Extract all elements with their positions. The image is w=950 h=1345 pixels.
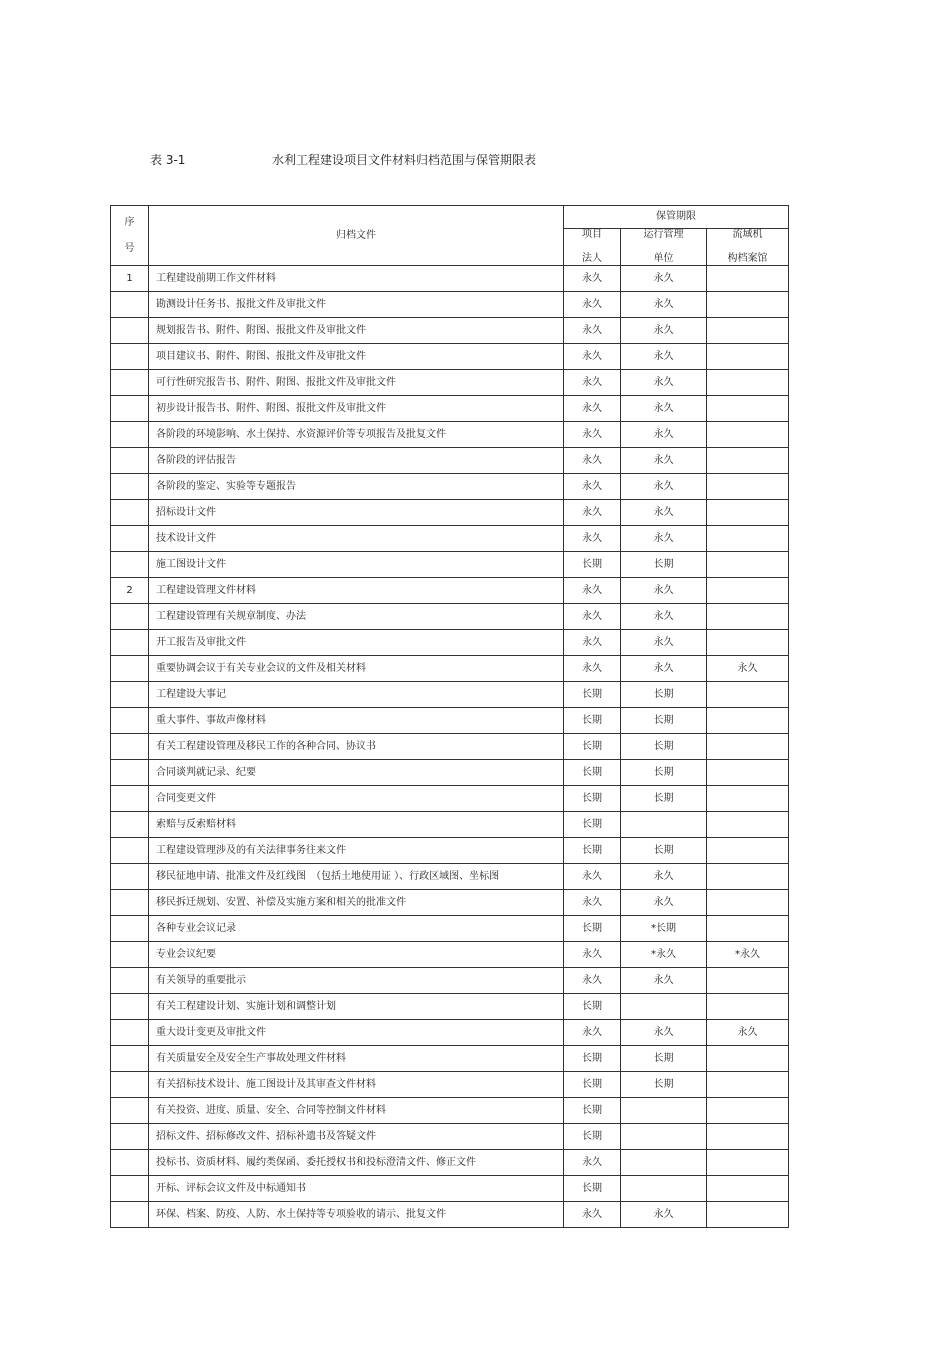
table-row — [111, 474, 789, 500]
operator-cell: 永久 — [621, 422, 707, 448]
project-owner-cell: 永久 — [564, 890, 621, 916]
seq-cell — [111, 604, 149, 630]
archive-cell — [707, 266, 789, 292]
header-col-operator: 运行管理 单位 — [621, 229, 707, 266]
archive-cell — [707, 838, 789, 864]
doc-cell: 招标文件、招标修改文件、招标补遗书及答疑文件 — [149, 1124, 564, 1150]
project-owner-cell: 永久 — [564, 500, 621, 526]
doc-cell: 勘测设计任务书、报批文件及审批文件 — [149, 292, 564, 318]
operator-cell: 长期 — [621, 682, 707, 708]
archive-cell — [707, 864, 789, 890]
archive-cell — [707, 422, 789, 448]
archive-cell — [707, 292, 789, 318]
doc-cell: 工程建设管理文件材料 — [149, 578, 564, 604]
seq-cell — [111, 682, 149, 708]
archive-cell — [707, 708, 789, 734]
project-owner-cell: 永久 — [564, 1150, 621, 1176]
operator-cell: 长期 — [621, 708, 707, 734]
archive-cell — [707, 552, 789, 578]
project-owner-cell: 长期 — [564, 812, 621, 838]
operator-cell — [621, 1150, 707, 1176]
doc-cell: 投标书、资质材料、履约类保函、委托授权书和投标澄清文件、修正文件 — [149, 1150, 564, 1176]
operator-cell: 永久 — [621, 968, 707, 994]
archive-cell — [707, 994, 789, 1020]
table-row — [111, 1020, 789, 1046]
archive-cell — [707, 370, 789, 396]
archive-cell — [707, 318, 789, 344]
operator-cell: 永久 — [621, 604, 707, 630]
archive-cell: *永久 — [707, 942, 789, 968]
operator-cell — [621, 1098, 707, 1124]
project-owner-cell: 长期 — [564, 682, 621, 708]
seq-cell — [111, 890, 149, 916]
archive-cell — [707, 734, 789, 760]
table-row — [111, 708, 789, 734]
seq-cell — [111, 1150, 149, 1176]
doc-cell: 环保、档案、防疫、人防、水土保持等专项验收的请示、批复文件 — [149, 1202, 564, 1228]
project-owner-cell: 长期 — [564, 786, 621, 812]
archive-cell — [707, 526, 789, 552]
table-row — [111, 656, 789, 682]
doc-cell: 各阶段的评估报告 — [149, 448, 564, 474]
table-row — [111, 1176, 789, 1202]
seq-cell — [111, 318, 149, 344]
table-row — [111, 500, 789, 526]
table-row — [111, 1202, 789, 1228]
table-row — [111, 864, 789, 890]
operator-cell: 永久 — [621, 578, 707, 604]
table-row — [111, 318, 789, 344]
archive-cell — [707, 1150, 789, 1176]
archive-cell — [707, 1046, 789, 1072]
operator-cell: 永久 — [621, 292, 707, 318]
archive-cell: 永久 — [707, 1020, 789, 1046]
doc-cell: 工程建设前期工作文件材料 — [149, 266, 564, 292]
seq-cell — [111, 1124, 149, 1150]
doc-cell: 专业会议纪要 — [149, 942, 564, 968]
project-owner-cell: 长期 — [564, 1098, 621, 1124]
doc-cell: 工程建设大事记 — [149, 682, 564, 708]
doc-cell: 规划报告书、附件、附图、报批文件及审批文件 — [149, 318, 564, 344]
project-owner-cell: 长期 — [564, 1176, 621, 1202]
seq-cell — [111, 1202, 149, 1228]
table-row — [111, 838, 789, 864]
doc-cell: 有关工程建设计划、实施计划和调整计划 — [149, 994, 564, 1020]
table-row — [111, 552, 789, 578]
table-row — [111, 1046, 789, 1072]
table-row — [111, 760, 789, 786]
doc-cell: 各阶段的环境影响、水土保持、水资源评价等专项报告及批复文件 — [149, 422, 564, 448]
table-row — [111, 526, 789, 552]
doc-cell: 各阶段的鉴定、实验等专题报告 — [149, 474, 564, 500]
header-retention-group: 保管期限 — [564, 206, 789, 229]
header-col-archive: 流域机 构档案馆 — [707, 229, 789, 266]
retention-table — [110, 205, 789, 1228]
header-doc: 归档文件 — [149, 206, 564, 266]
operator-cell — [621, 994, 707, 1020]
operator-cell: 长期 — [621, 760, 707, 786]
project-owner-cell: 永久 — [564, 864, 621, 890]
project-owner-cell: 永久 — [564, 318, 621, 344]
project-owner-cell: 长期 — [564, 994, 621, 1020]
operator-cell: 永久 — [621, 1020, 707, 1046]
project-owner-cell: 长期 — [564, 1072, 621, 1098]
archive-cell — [707, 344, 789, 370]
seq-cell — [111, 916, 149, 942]
archive-cell — [707, 682, 789, 708]
seq-cell — [111, 942, 149, 968]
archive-cell — [707, 630, 789, 656]
project-owner-cell: 永久 — [564, 422, 621, 448]
seq-cell — [111, 1072, 149, 1098]
seq-cell — [111, 864, 149, 890]
table-caption — [0, 151, 950, 171]
doc-cell: 移民拆迁规划、安置、补偿及实施方案和相关的批准文件 — [149, 890, 564, 916]
table-body — [111, 266, 789, 1228]
seq-cell: 1 — [111, 266, 149, 292]
doc-cell: 开工报告及审批文件 — [149, 630, 564, 656]
operator-cell: 永久 — [621, 448, 707, 474]
seq-cell — [111, 396, 149, 422]
seq-cell — [111, 968, 149, 994]
seq-cell — [111, 1020, 149, 1046]
archive-cell — [707, 396, 789, 422]
project-owner-cell: 永久 — [564, 370, 621, 396]
project-owner-cell: 永久 — [564, 656, 621, 682]
archive-cell — [707, 1176, 789, 1202]
project-owner-cell: 永久 — [564, 292, 621, 318]
project-owner-cell: 永久 — [564, 942, 621, 968]
archive-cell — [707, 968, 789, 994]
archive-cell — [707, 500, 789, 526]
doc-cell: 索赔与反索赔材料 — [149, 812, 564, 838]
doc-cell: 各种专业会议记录 — [149, 916, 564, 942]
doc-cell: 项目建议书、附件、附图、报批文件及审批文件 — [149, 344, 564, 370]
seq-cell — [111, 422, 149, 448]
project-owner-cell: 永久 — [564, 578, 621, 604]
archive-cell — [707, 812, 789, 838]
seq-cell — [111, 370, 149, 396]
table-row — [111, 448, 789, 474]
doc-cell: 技术设计文件 — [149, 526, 564, 552]
project-owner-cell: 永久 — [564, 344, 621, 370]
table-row — [111, 1072, 789, 1098]
header-seq: 序 号 — [111, 206, 149, 266]
table-row — [111, 370, 789, 396]
archive-cell — [707, 448, 789, 474]
operator-cell: 长期 — [621, 838, 707, 864]
project-owner-cell: 永久 — [564, 630, 621, 656]
project-owner-cell: 永久 — [564, 968, 621, 994]
table-row — [111, 942, 789, 968]
archive-cell — [707, 474, 789, 500]
doc-cell: 工程建设管理涉及的有关法律事务往来文件 — [149, 838, 564, 864]
seq-cell — [111, 656, 149, 682]
project-owner-cell: 永久 — [564, 474, 621, 500]
operator-cell: 永久 — [621, 526, 707, 552]
archive-cell — [707, 890, 789, 916]
seq-cell — [111, 292, 149, 318]
doc-cell: 有关招标技术设计、施工图设计及其审查文件材料 — [149, 1072, 564, 1098]
doc-cell: 有关工程建设管理及移民工作的各种合同、协议书 — [149, 734, 564, 760]
archive-cell — [707, 1072, 789, 1098]
project-owner-cell: 永久 — [564, 396, 621, 422]
table-row — [111, 1150, 789, 1176]
doc-cell: 招标设计文件 — [149, 500, 564, 526]
table-row — [111, 1124, 789, 1150]
project-owner-cell: 长期 — [564, 552, 621, 578]
doc-cell: 可行性研究报告书、附件、附图、报批文件及审批文件 — [149, 370, 564, 396]
operator-cell: 永久 — [621, 474, 707, 500]
operator-cell — [621, 812, 707, 838]
seq-cell — [111, 994, 149, 1020]
table-row — [111, 968, 789, 994]
seq-cell — [111, 786, 149, 812]
doc-cell: 有关领导的重要批示 — [149, 968, 564, 994]
operator-cell: 永久 — [621, 396, 707, 422]
seq-cell — [111, 500, 149, 526]
operator-cell: 永久 — [621, 656, 707, 682]
table-row — [111, 1098, 789, 1124]
doc-cell: 合同谈判就记录、纪要 — [149, 760, 564, 786]
operator-cell — [621, 1124, 707, 1150]
seq-cell — [111, 344, 149, 370]
seq-cell — [111, 838, 149, 864]
archive-cell — [707, 760, 789, 786]
seq-cell — [111, 1046, 149, 1072]
operator-cell: *永久 — [621, 942, 707, 968]
table-row — [111, 630, 789, 656]
operator-cell: 永久 — [621, 500, 707, 526]
operator-cell: 长期 — [621, 1072, 707, 1098]
table-row — [111, 786, 789, 812]
project-owner-cell: 长期 — [564, 1124, 621, 1150]
archive-cell — [707, 578, 789, 604]
archive-cell — [707, 1202, 789, 1228]
doc-cell: 有关投资、进度、质量、安全、合同等控制文件材料 — [149, 1098, 564, 1124]
seq-cell — [111, 1098, 149, 1124]
seq-cell — [111, 708, 149, 734]
table-row — [111, 812, 789, 838]
operator-cell: 永久 — [621, 864, 707, 890]
operator-cell: 永久 — [621, 344, 707, 370]
table-row — [111, 916, 789, 942]
archive-cell — [707, 1124, 789, 1150]
operator-cell: 永久 — [621, 266, 707, 292]
project-owner-cell: 长期 — [564, 1046, 621, 1072]
table-row — [111, 604, 789, 630]
project-owner-cell: 长期 — [564, 838, 621, 864]
table-row — [111, 682, 789, 708]
project-owner-cell: 长期 — [564, 916, 621, 942]
archive-cell — [707, 1098, 789, 1124]
table-row — [111, 994, 789, 1020]
project-owner-cell: 永久 — [564, 1202, 621, 1228]
project-owner-cell: 长期 — [564, 760, 621, 786]
archive-cell — [707, 604, 789, 630]
project-owner-cell: 永久 — [564, 604, 621, 630]
operator-cell: 长期 — [621, 552, 707, 578]
operator-cell: 永久 — [621, 318, 707, 344]
doc-cell: 重要协调会议于有关专业会议的文件及相关材料 — [149, 656, 564, 682]
header-col-project-owner: 项目 法人 — [564, 229, 621, 266]
archive-cell: 永久 — [707, 656, 789, 682]
seq-cell: 2 — [111, 578, 149, 604]
table-row — [111, 890, 789, 916]
table-row — [111, 578, 789, 604]
archive-cell — [707, 786, 789, 812]
archive-cell — [707, 916, 789, 942]
seq-cell — [111, 526, 149, 552]
table-number: 表 3-1 — [150, 153, 186, 167]
seq-cell — [111, 630, 149, 656]
operator-cell: 永久 — [621, 1202, 707, 1228]
doc-cell: 开标、评标会议文件及中标通知书 — [149, 1176, 564, 1202]
operator-cell: 永久 — [621, 630, 707, 656]
seq-cell — [111, 448, 149, 474]
table-row — [111, 292, 789, 318]
seq-cell — [111, 1176, 149, 1202]
doc-cell: 合同变更文件 — [149, 786, 564, 812]
operator-cell: 长期 — [621, 786, 707, 812]
doc-cell: 初步设计报告书、附件、附图、报批文件及审批文件 — [149, 396, 564, 422]
project-owner-cell: 永久 — [564, 1020, 621, 1046]
project-owner-cell: 长期 — [564, 708, 621, 734]
table-row — [111, 396, 789, 422]
seq-cell — [111, 552, 149, 578]
seq-cell — [111, 734, 149, 760]
seq-cell — [111, 760, 149, 786]
project-owner-cell: 永久 — [564, 526, 621, 552]
operator-cell: *长期 — [621, 916, 707, 942]
doc-cell: 重大事件、事故声像材料 — [149, 708, 564, 734]
table-header — [111, 206, 789, 266]
table-row — [111, 422, 789, 448]
project-owner-cell: 永久 — [564, 266, 621, 292]
doc-cell: 重大设计变更及审批文件 — [149, 1020, 564, 1046]
doc-cell: 有关质量安全及安全生产事故处理文件材料 — [149, 1046, 564, 1072]
table-row — [111, 734, 789, 760]
doc-cell: 施工图设计文件 — [149, 552, 564, 578]
operator-cell: 长期 — [621, 1046, 707, 1072]
table-row — [111, 344, 789, 370]
seq-cell — [111, 474, 149, 500]
operator-cell: 永久 — [621, 370, 707, 396]
project-owner-cell: 永久 — [564, 448, 621, 474]
operator-cell — [621, 1176, 707, 1202]
doc-cell: 移民征地申请、批准文件及红线图 （包括土地使用证 ）、行政区域图、坐标图 — [149, 864, 564, 890]
seq-cell — [111, 812, 149, 838]
project-owner-cell: 长期 — [564, 734, 621, 760]
operator-cell: 长期 — [621, 734, 707, 760]
doc-cell: 工程建设管理有关规章制度、办法 — [149, 604, 564, 630]
table-row — [111, 266, 789, 292]
operator-cell: 永久 — [621, 890, 707, 916]
table-title: 水利工程建设项目文件材料归档范围与保管期限表 — [272, 153, 537, 167]
